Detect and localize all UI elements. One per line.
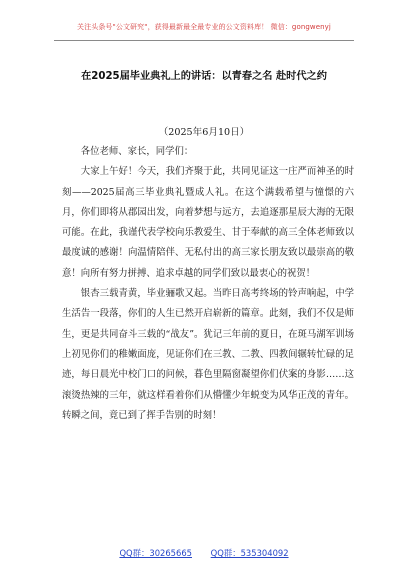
body-paragraph: 大家上午好！今天，我们齐聚于此，共同见证这一庄严而神圣的时刻——2025届高三毕业典礼暨成人礼。在这个满载希望与憧憬的六月，你们即将从郡园出发，向着梦想与远方，去追逐那星辰大海的无限可能。在此，我谨代表学校向乐教爱生、甘于奉献的高三全体老师致以最度诚的感谢！向温情陪伴、无私付出的高三家长朋友致以最崇高的敬意！向所有努力拼搏、追求卓越的同学们致以最衷心的祝贺！ bbox=[62, 166, 354, 279]
document-body bbox=[62, 142, 354, 426]
salutation-paragraph: 各位老师、家长，同学们： bbox=[80, 146, 194, 157]
header-divider bbox=[54, 40, 354, 41]
qq-group-link-1[interactable]: QQ群：30265665 bbox=[119, 548, 192, 558]
document-date: （2025年6月10日） bbox=[158, 127, 250, 138]
qq-group-link-2[interactable]: QQ群：535304092 bbox=[210, 548, 289, 558]
footer-contacts bbox=[0, 547, 408, 559]
document-title: 在2025届毕业典礼上的讲话：以青春之名 赴时代之约 bbox=[81, 71, 327, 82]
header-promo-text: 关注头条号"公文研究"，获得最新最全最专业的公文资料库！ 微信：gongwenyj bbox=[77, 23, 331, 31]
body-paragraph: 银杏三载青黄，毕业骊歌又起。当昨日高考终场的铃声响起，中学生活告一段落，你们的人生已然开启崭新的篇章。此刻，我们不仅是师生，更是共同奋斗三载的“战友”。犹记三年前的夏日，在斑马湖军训场上初见你们的稚嫩面庞，见证你们在三教、二教、四教间辗转忙碌的足迹，每日晨光中校门口的问候，暮色里隔窗凝望你们伏案的身影……这滚烫热辣的三年，就这样看着你们从懵懂少年蜕变为风华正茂的青年。转瞬之间，竟已到了挥手告别的时刻！ bbox=[62, 288, 354, 421]
